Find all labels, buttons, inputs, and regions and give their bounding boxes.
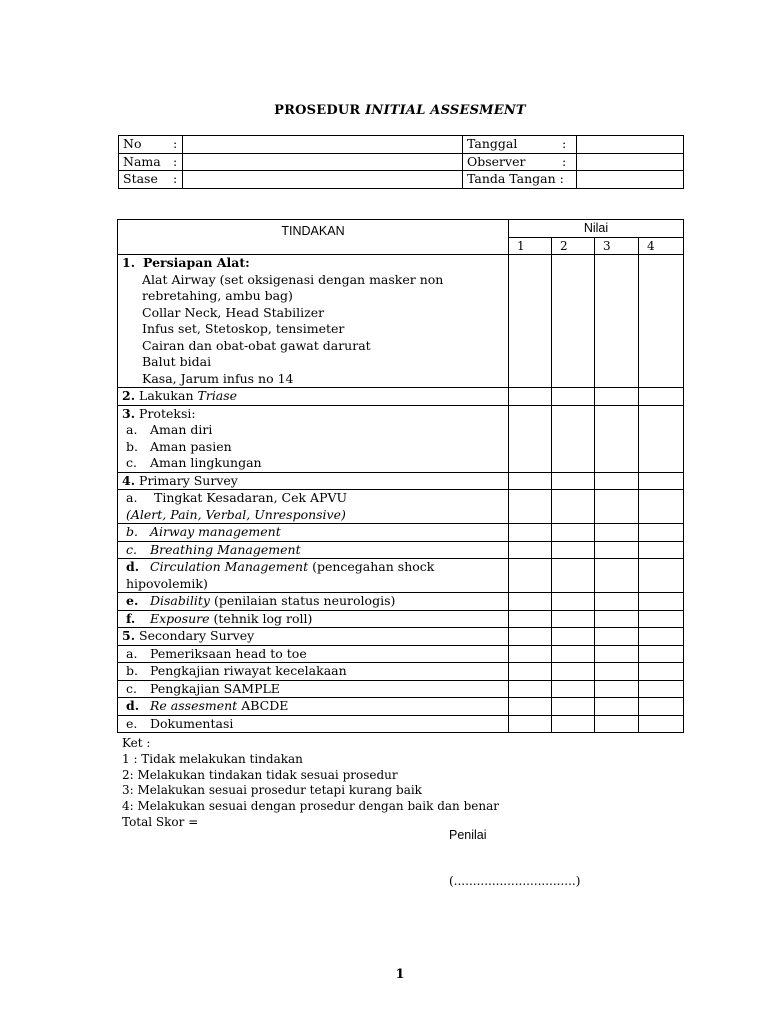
score-cell[interactable] [639, 680, 684, 698]
table-row [118, 405, 684, 472]
score-cell[interactable] [639, 388, 684, 406]
score-cell[interactable] [509, 663, 552, 681]
score-cell[interactable] [595, 490, 639, 524]
score-cell[interactable] [552, 472, 595, 490]
table-row [118, 715, 684, 733]
section-triase: 2. Lakukan Triase [118, 388, 509, 406]
table-row [118, 524, 684, 542]
item-reassesment: d. Re assesment ABCDE [118, 698, 509, 716]
score-cell[interactable] [595, 255, 639, 388]
score-cell[interactable] [639, 698, 684, 716]
stase-label-cell: Stase : [119, 171, 183, 189]
table-row [118, 663, 684, 681]
table-row [118, 628, 684, 646]
no-label-cell: No : [119, 136, 183, 154]
score-cell[interactable] [552, 593, 595, 611]
score-cell[interactable] [639, 663, 684, 681]
score-cell[interactable] [509, 490, 552, 524]
score-2-header: 2 [552, 237, 595, 255]
tanda-tangan-label-cell: Tanda Tangan : [463, 171, 577, 189]
nama-field[interactable] [183, 153, 463, 171]
table-row [118, 610, 684, 628]
score-cell[interactable] [552, 680, 595, 698]
score-cell[interactable] [509, 559, 552, 593]
score-cell[interactable] [595, 524, 639, 542]
table-row [118, 541, 684, 559]
nama-label-cell: Nama : [119, 153, 183, 171]
score-cell[interactable] [639, 541, 684, 559]
score-cell[interactable] [595, 610, 639, 628]
score-cell[interactable] [595, 645, 639, 663]
table-row [118, 559, 684, 593]
table-row [118, 255, 684, 388]
score-cell[interactable] [595, 628, 639, 646]
score-cell[interactable] [595, 698, 639, 716]
header-tindakan: TINDAKAN [118, 220, 509, 255]
score-cell[interactable] [595, 663, 639, 681]
score-cell[interactable] [639, 610, 684, 628]
item-sample: c. Pengkajian SAMPLE [118, 680, 509, 698]
item-circulation: d. Circulation Management (pencegahan shock hipovolemik) [118, 559, 509, 593]
score-cell[interactable] [552, 490, 595, 524]
score-cell[interactable] [552, 405, 595, 472]
score-cell[interactable] [552, 610, 595, 628]
score-cell[interactable] [639, 472, 684, 490]
signature-line: (................................) [449, 874, 581, 888]
item-airway: b. Airway management [118, 524, 509, 542]
score-cell[interactable] [552, 715, 595, 733]
section-persiapan-alat: 1. Persiapan Alat: Alat Airway (set oksigenasi dengan masker non rebretahing, ambu bag) Collar Neck, Head Stabilizer Infus set, Stetoskop, tensimeter Cairan dan obat-obat gawat darurat Balut bidai Kasa, Jarum infus no 14 [118, 255, 509, 388]
score-cell[interactable] [509, 405, 552, 472]
score-cell[interactable] [595, 405, 639, 472]
section-proteksi: 3. Proteksi: a. Aman diri b. Aman pasien c. Aman lingkungan [118, 405, 509, 472]
table-row [118, 472, 684, 490]
table-row [118, 680, 684, 698]
ket-line-1: 1 : Tidak melakukan tindakan [122, 751, 303, 766]
legend-notes [122, 736, 499, 831]
score-cell[interactable] [552, 524, 595, 542]
item-head-to-toe: a. Pemeriksaan head to toe [118, 645, 509, 663]
item-exposure: f. Exposure (tehnik log roll) [118, 610, 509, 628]
score-cell[interactable] [509, 715, 552, 733]
score-cell[interactable] [509, 472, 552, 490]
score-cell[interactable] [639, 405, 684, 472]
score-cell[interactable] [595, 715, 639, 733]
section-primary-survey: 4. Primary Survey [118, 472, 509, 490]
assessment-table [117, 219, 684, 733]
score-cell[interactable] [552, 541, 595, 559]
tanda-tangan-field[interactable] [577, 171, 684, 189]
item-breathing: c. Breathing Management [118, 541, 509, 559]
score-cell[interactable] [639, 490, 684, 524]
header-nilai: Nilai [509, 220, 684, 238]
score-cell[interactable] [552, 255, 595, 388]
score-cell[interactable] [552, 559, 595, 593]
score-cell[interactable] [639, 593, 684, 611]
score-cell[interactable] [509, 628, 552, 646]
table-row [118, 490, 684, 524]
score-cell[interactable] [552, 645, 595, 663]
page-number: 1 [395, 967, 405, 982]
score-cell[interactable] [639, 559, 684, 593]
title-italic: INITIAL ASSESMENT [365, 103, 526, 118]
score-cell[interactable] [639, 524, 684, 542]
item-kesadaran: a. Tingkat Kesadaran, Cek APVU (Alert, Pain, Verbal, Unresponsive) [118, 490, 509, 524]
score-cell[interactable] [509, 255, 552, 388]
observer-field[interactable] [577, 153, 684, 171]
score-1-header: 1 [509, 237, 552, 255]
score-cell[interactable] [595, 472, 639, 490]
score-cell[interactable] [595, 388, 639, 406]
item-riwayat: b. Pengkajian riwayat kecelakaan [118, 663, 509, 681]
score-4-header: 4 [639, 237, 684, 255]
tanggal-label-cell: Tanggal : [463, 136, 577, 154]
score-cell[interactable] [595, 680, 639, 698]
score-cell[interactable] [639, 715, 684, 733]
stase-field[interactable] [183, 171, 463, 189]
score-cell[interactable] [509, 680, 552, 698]
score-cell[interactable] [595, 593, 639, 611]
score-cell[interactable] [509, 524, 552, 542]
score-cell[interactable] [552, 663, 595, 681]
score-cell[interactable] [509, 593, 552, 611]
table-row [118, 645, 684, 663]
table-row [118, 698, 684, 716]
identity-table [118, 135, 684, 189]
score-cell[interactable] [595, 559, 639, 593]
score-cell[interactable] [509, 698, 552, 716]
ket-line-3: 3: Melakukan sesuai prosedur tetapi kurang baik [122, 783, 422, 798]
score-cell[interactable] [552, 628, 595, 646]
item-dokumentasi: e. Dokumentasi [118, 715, 509, 733]
score-cell[interactable] [595, 541, 639, 559]
score-3-header: 3 [595, 237, 639, 255]
score-cell[interactable] [509, 645, 552, 663]
score-cell[interactable] [639, 255, 684, 388]
title-prefix: PROSEDUR [274, 103, 361, 118]
page-title [0, 103, 768, 118]
ket-line-4: 4: Melakukan sesuai dengan prosedur dengan baik dan benar [122, 799, 499, 814]
total-skor: Total Skor = [122, 814, 199, 829]
tanggal-field[interactable] [577, 136, 684, 154]
ket-heading: Ket : [122, 736, 151, 750]
score-cell[interactable] [509, 541, 552, 559]
score-cell[interactable] [639, 645, 684, 663]
section-secondary-survey: 5. Secondary Survey [118, 628, 509, 646]
table-row [118, 388, 684, 406]
score-cell[interactable] [552, 388, 595, 406]
item-disability: e. Disability (penilaian status neurologis) [118, 593, 509, 611]
no-field[interactable] [183, 136, 463, 154]
score-cell[interactable] [639, 628, 684, 646]
observer-label-cell: Observer : [463, 153, 577, 171]
penilai-label: Penilai [449, 828, 487, 842]
ket-line-2: 2: Melakukan tindakan tidak sesuai prosedur [122, 767, 398, 782]
table-row [118, 593, 684, 611]
score-cell[interactable] [552, 698, 595, 716]
score-cell[interactable] [509, 610, 552, 628]
score-cell[interactable] [509, 388, 552, 406]
